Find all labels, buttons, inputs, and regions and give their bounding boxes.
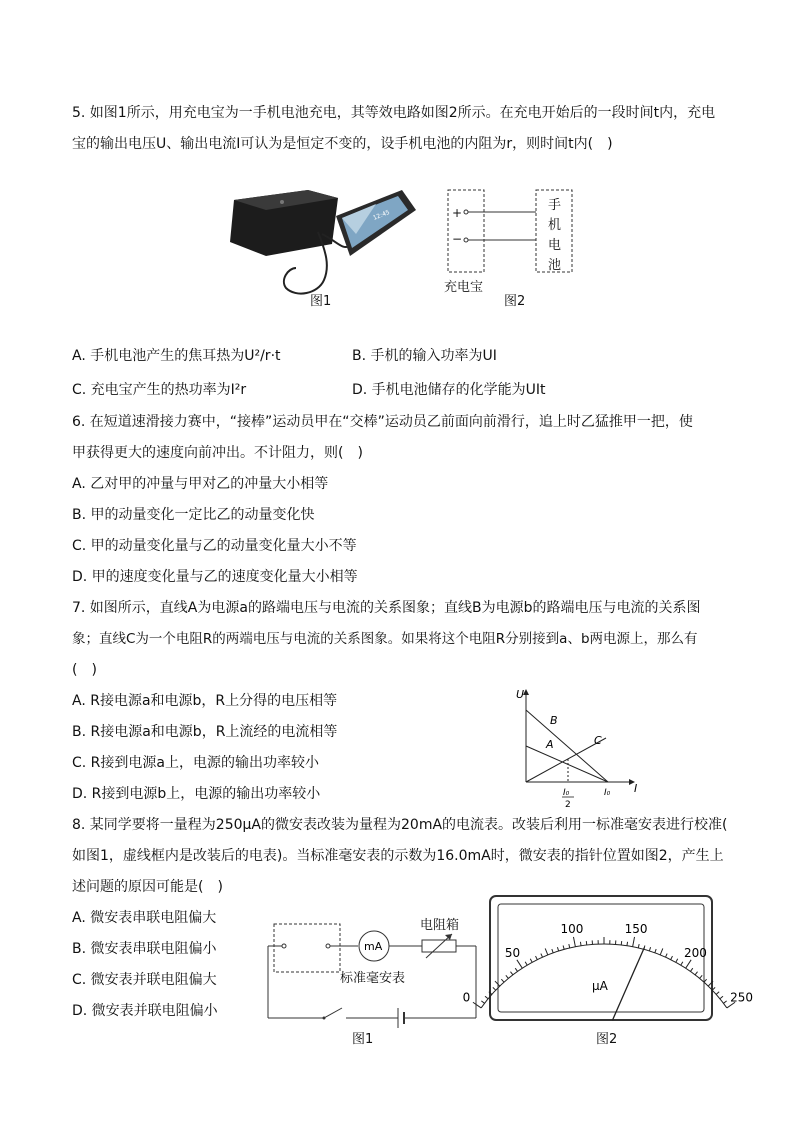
dial-scale-label: 100 xyxy=(560,922,584,937)
dial-tick xyxy=(676,959,678,963)
q6-option-a: A. 乙对甲的冲量与甲对乙的冲量大小相等 xyxy=(72,476,329,492)
dial-tick xyxy=(580,942,581,946)
q6-option-d: D. 甲的速度变化量与乙的速度变化量大小相等 xyxy=(72,569,358,585)
q5-option-b: B. 手机的输入功率为UI xyxy=(352,348,497,364)
dial-tick xyxy=(720,996,723,999)
dial-tick xyxy=(665,954,667,958)
dial-tick xyxy=(563,946,564,950)
dial-tick xyxy=(530,959,532,963)
u-axis-label: U xyxy=(516,688,525,701)
q6-stem-line1: 6. 在短道速滑接力赛中，“接棒”运动员甲在“交棒”运动员乙前面向前滑行，追上时乙猛推甲一把，使 xyxy=(72,414,693,430)
q8-option-b: B. 微安表串联电阻偏小 xyxy=(72,941,217,957)
dial-scale-label: 50 xyxy=(504,946,521,961)
line-a xyxy=(526,746,608,782)
q8-fig2-caption: 图2 xyxy=(596,1032,618,1047)
q8-resistor-box-label: 电阻箱 xyxy=(420,918,460,933)
dial-scale-label: 150 xyxy=(624,922,648,937)
q5-fig2-caption: 图2 xyxy=(504,294,526,309)
phone-battery-char: 机 xyxy=(548,218,562,233)
q8-fig2-dial xyxy=(462,894,754,1022)
dial-tick xyxy=(655,949,656,953)
svg-text:12:45: 12:45 xyxy=(372,208,391,222)
q5-fig1-photo xyxy=(226,172,422,308)
q7-stem-line3: ( ) xyxy=(72,662,97,678)
tick-half-den: 2 xyxy=(565,800,571,810)
tick-half-num: I₀ xyxy=(563,788,570,798)
dial-tick xyxy=(557,947,558,951)
dial-tick xyxy=(649,947,650,951)
dial-tick xyxy=(686,960,691,968)
dial-tick xyxy=(695,972,697,975)
dial-tick xyxy=(493,987,496,990)
dial-tick xyxy=(569,944,570,948)
dial-tick xyxy=(506,975,509,978)
q5-stem-line1: 5. 如图1所示，用充电宝为一手机电池充电，其等效电路如图2所示。在充电开始后的一段时间t内，充电 xyxy=(72,105,716,121)
q5-option-c: C. 充电宝产生的热功率为I²r xyxy=(72,382,247,398)
dial-tick xyxy=(671,956,673,960)
dial-tick xyxy=(501,979,504,982)
line-a-label: A xyxy=(546,738,554,751)
dial-tick xyxy=(681,962,683,965)
q6-option-b: B. 甲的动量变化一定比乙的动量变化快 xyxy=(72,507,315,523)
q7-option-b: B. R接电源a和电源b，R上流经的电流相等 xyxy=(72,724,338,740)
dial-pointer xyxy=(612,947,644,1020)
q7-stem-line2: 象；直线C为一个电阻R的两端电压与电流的关系图象。如果将这个电阻R分别接到a、b两电源上，那么有 xyxy=(72,631,698,647)
q5-fig1-caption: 图1 xyxy=(310,294,332,309)
dial-tick xyxy=(660,948,663,954)
dial-tick xyxy=(638,944,639,948)
q8-stem-line1: 8. 某同学要将一量程为250μA的微安表改装为量程为20mA的电流表。改装后利用一标准毫安表进行校准( xyxy=(72,817,728,833)
dial-tick xyxy=(541,954,543,958)
q7-stem-line1: 7. 如图所示，直线A为电源a的路端电压与电流的关系图象；直线B为电源b的路端电压与电流的关系图 xyxy=(72,600,701,616)
dial-tick xyxy=(485,996,488,999)
phone-battery-char: 电 xyxy=(548,238,562,253)
dial-tick xyxy=(525,962,527,965)
dial-tick xyxy=(723,1001,726,1003)
dial-tick xyxy=(716,992,719,995)
ma-meter-symbol: mA xyxy=(364,940,383,953)
dial-scale-label: 250 xyxy=(730,990,754,1005)
dial-tick xyxy=(545,948,548,954)
dial-tick xyxy=(552,949,553,953)
q8-stem-line2: 如图1，虚线框内是改装后的电表)。当标准毫安表的示数为16.0mA时，微安表的指针位置如图2，产生上 xyxy=(72,848,724,864)
dial-tick xyxy=(510,972,512,975)
q5-minus-sign: − xyxy=(452,232,463,246)
q5-phone-battery-label xyxy=(548,196,561,276)
dial-tick xyxy=(495,981,500,986)
q7-option-d: D. R接到电源b上，电源的输出功率较小 xyxy=(72,786,321,802)
q7-ui-graph xyxy=(506,682,656,812)
q8-option-c: C. 微安表并联电阻偏大 xyxy=(72,972,217,988)
dial-tick xyxy=(573,937,575,947)
dial-tick xyxy=(536,956,538,960)
dial-tick xyxy=(627,942,628,946)
dial-scale-label: 200 xyxy=(684,946,707,961)
line-b-label: B xyxy=(550,714,558,727)
dial-tick xyxy=(633,937,635,947)
dial-tick xyxy=(700,975,703,978)
phone-battery-char: 池 xyxy=(548,258,562,273)
q7-option-a: A. R接电源a和电源b，R上分得的电压相等 xyxy=(72,693,338,709)
dial-tick xyxy=(690,968,692,971)
q7-option-c: C. R接到电源a上，电源的输出功率较小 xyxy=(72,755,319,771)
dial-tick xyxy=(517,960,522,968)
dial-scale-label: 0 xyxy=(462,990,471,1005)
tick-i0: I₀ xyxy=(604,788,611,798)
q5-powerbank-label: 充电宝 xyxy=(444,280,484,295)
q6-option-c: C. 甲的动量变化量与乙的动量变化量大小不等 xyxy=(72,538,357,554)
q5-stem-line2: 宝的输出电压U、输出电流I可认为是恒定不变的，设手机电池的内阻为r，则时间t内( ) xyxy=(72,136,613,152)
q8-option-d: D. 微安表并联电阻偏小 xyxy=(72,1003,218,1019)
q6-stem-line2: 甲获得更大的速度向前冲出。不计阻力，则( ) xyxy=(72,445,363,461)
q5-option-d: D. 手机电池储存的化学能为UIt xyxy=(352,382,546,398)
q8-fig1-caption: 图1 xyxy=(352,1032,374,1047)
line-c-label: C xyxy=(594,734,602,747)
dial-unit: μA xyxy=(592,979,608,993)
dial-tick xyxy=(515,968,517,971)
q8-option-a: A. 微安表串联电阻偏大 xyxy=(72,910,217,926)
q8-stem-line3: 述问题的原因可能是( ) xyxy=(72,879,223,895)
q5-option-a: A. 手机电池产生的焦耳热为U²/r·t xyxy=(72,348,281,364)
q8-std-ma-meter-label: 标准毫安表 xyxy=(340,971,406,986)
i-axis-label: I xyxy=(634,782,638,795)
switch xyxy=(324,1008,342,1018)
phone-battery-char: 手 xyxy=(548,198,562,213)
q5-plus-sign: + xyxy=(452,206,463,220)
